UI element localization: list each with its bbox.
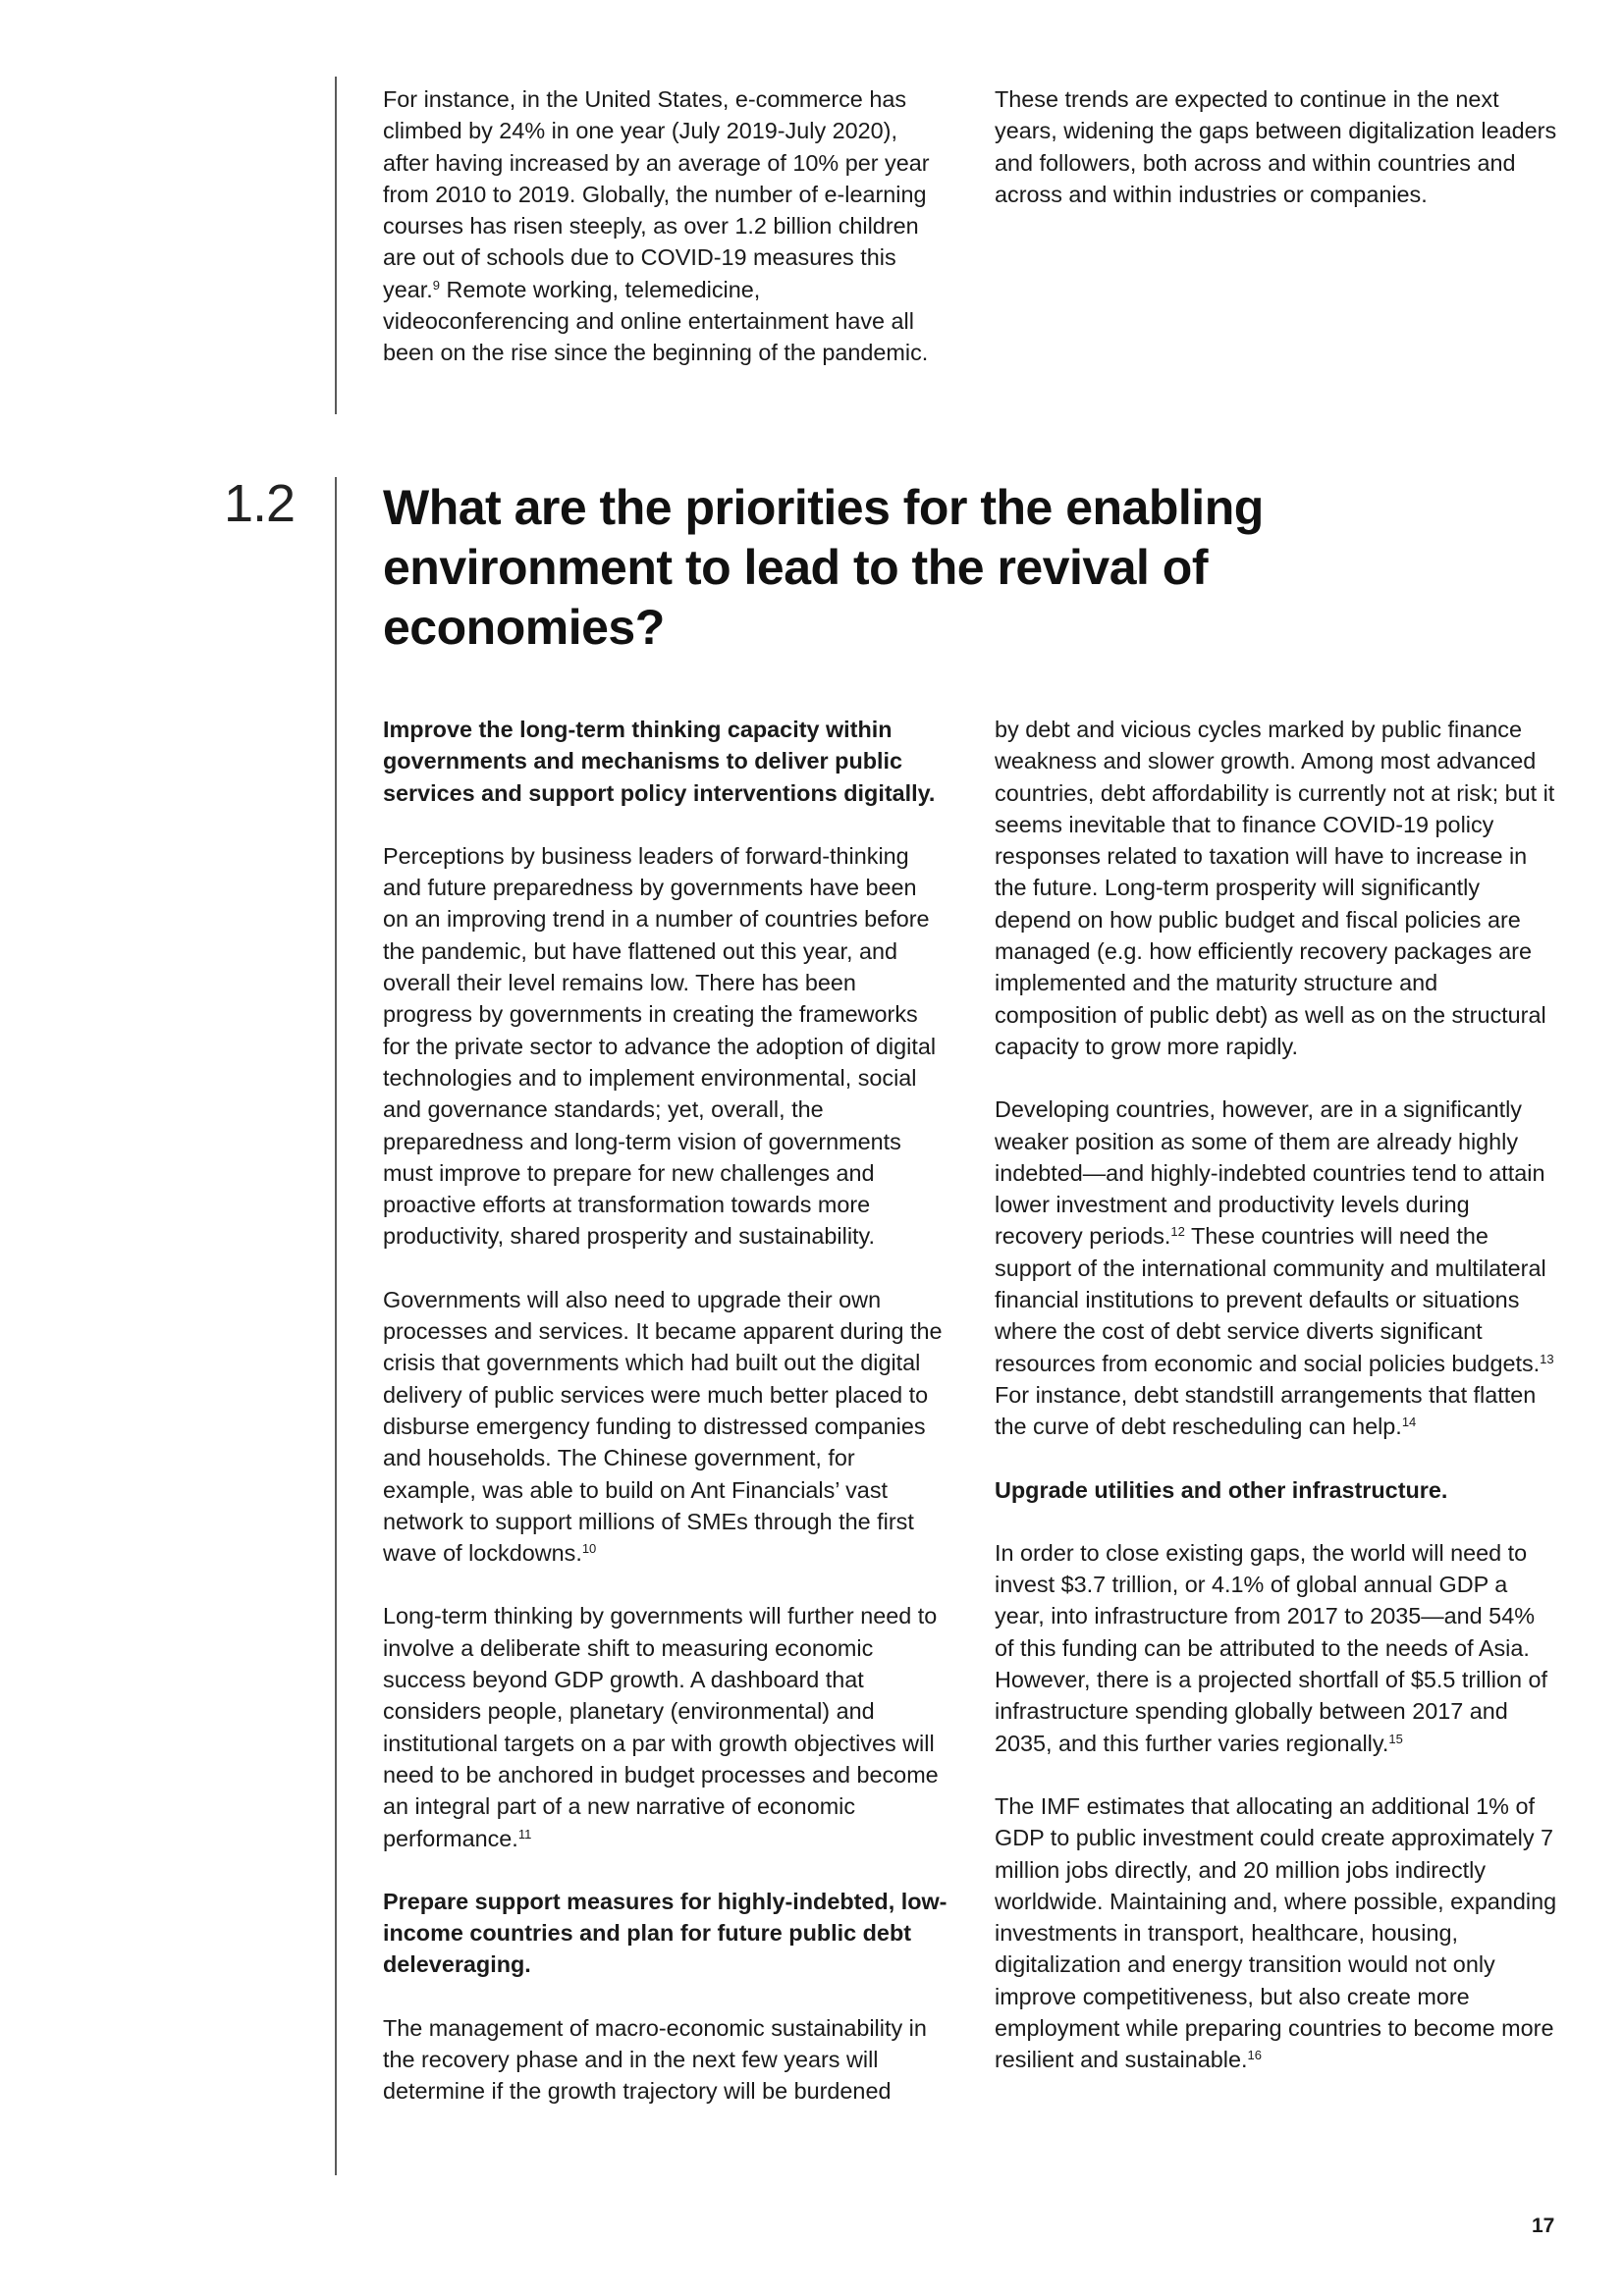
left-column (383, 714, 947, 2139)
paragraph: The management of macro-economic sustainability in the recovery phase and in the next few years will determine if the growth trajectory will be burdened (383, 2014, 927, 2105)
paragraph: Long-term thinking by governments will further need to involve a deliberate shift to measuring economic success beyond GDP growth. A dashboard that considers people, planetary (environmental) and institutional targets on a par with growth objectives will need to be anchored in budget processes and become an integral part of a new narrative of economic performance.$^{11}$ (383, 1603, 939, 1851)
footnote-ref: 15 (1388, 1731, 1403, 1746)
section-heading: What are the priorities for the enabling environment to lead to the revival of economies? (383, 480, 1264, 655)
paragraph: Perceptions by business leaders of forward-thinking and future preparedness by governments have been on an improving trend in a number of countries before the pandemic, but have flattened out this year, and overall their level remains low. There has been progress by governments in creating the frameworks for the private sector to advance the adoption of digital technologies and to implement environmental, social and governance standards; yet, overall, the preparedness and long-term vision of governments must improve to prepare for new challenges and proactive efforts at transformation towards more productivity, shared prosperity and sustainability. (383, 842, 937, 1250)
paragraph: by debt and vicious cycles marked by public finance weakness and slower growth. Among most advanced countries, debt affordability is currently not at risk; but it seems inevitable that to finance COVID-19 policy responses related to taxation will have to increase in the future. Long-term prosperity will significantly depend on how public budget and fiscal policies are managed (e.g. how efficiently recovery packages are implemented and the maturity structure and composition of public debt) as well as on the structural capacity to grow more rapidly. (995, 717, 1555, 1059)
section-number: 1.2 (224, 474, 296, 533)
page-number: 17 (1532, 2215, 1555, 2237)
top-right-column (995, 83, 1559, 241)
footnote-ref: 14 (1401, 1415, 1417, 1430)
footnote-ref: 11 (517, 1826, 532, 1842)
subheading: Prepare support measures for highly-indebted, low-income countries and plan for future public debt deleveraging. (383, 1888, 947, 1978)
paragraph: In order to close existing gaps, the world will need to invest $3.7 trillion, or 4.1% of global annual GDP a year, into infrastructure from 2017 to 2035—and 54% of this funding can be attributed to the needs of Asia. However, there is a projected shortfall of $5.5 trillion of infrastructure spending globally between 2017 and 2035, and this further varies regionally.$^{15}$ (995, 1539, 1547, 1756)
footnote-ref: 13 (1540, 1351, 1554, 1366)
paragraph: These trends are expected to continue in the next years, widening the gaps between digitalization leaders and followers, both across and within countries and across and within industries or companies. (995, 86, 1557, 207)
margin-rule-bottom (335, 477, 337, 2175)
paragraph: Governments will also need to upgrade their own processes and services. It became apparent during the crisis that governments which had built out the digital delivery of public services were much better placed to disburse emergency funding to distressed companies and households. The Chinese government, for example, was able to build on Ant Financials’ vast network to support millions of SMEs through the first wave of lockdowns.$^{10}$ (383, 1286, 943, 1567)
subheading: Improve the long-term thinking capacity within governments and mechanisms to deliver public services and support policy interventions digitally. (383, 717, 936, 806)
footnote-ref: 16 (1247, 2048, 1262, 2063)
paragraph: For instance, in the United States, e-commerce has climbed by 24% in one year (July 2019-July 2020), after having increased by an average of 10% per year from 2010 to 2019. Globally, the number of e-learning courses has risen steeply, as over 1.2 billion children are out of schools due to COVID-19 measures this year.$^9$ Remote working, telemedicine, videoconferencing and online entertainment have all been on the rise since the beginning of the pandemic. (383, 86, 930, 366)
paragraph: Developing countries, however, are in a significantly weaker position as some of them are already highly indebted—and highly-indebted countries tend to attain lower investment and productivity levels during recovery periods.$^{12}$ These countries will need the support of the international community and multilateral financial institutions to prevent defaults or situations where the cost of debt service diverts significant resources from economic and social policies budgets.$^{13}$ For instance, debt standstill arrangements that flatten the curve of debt rescheduling can help.$^{14}$ (995, 1096, 1554, 1440)
footnote-ref: 12 (1170, 1224, 1185, 1240)
paragraph: The IMF estimates that allocating an additional 1% of GDP to public investment could create approximately 7 million jobs directly, and 20 million jobs indirectly worldwide. Maintaining and, where possible, expanding investments in transport, healthcare, housing, digitalization and energy transition would not only improve competitiveness, but also create more employment while preparing countries to become more resilient and sustainable.$^{16}$ (995, 1792, 1557, 2073)
top-left-column (383, 83, 947, 400)
footnote-ref: 10 (581, 1541, 597, 1557)
margin-rule-top (335, 77, 337, 414)
subheading: Upgrade utilities and other infrastructure. (995, 1476, 1448, 1503)
right-column (995, 714, 1559, 2108)
footnote-ref: 9 (432, 277, 440, 293)
